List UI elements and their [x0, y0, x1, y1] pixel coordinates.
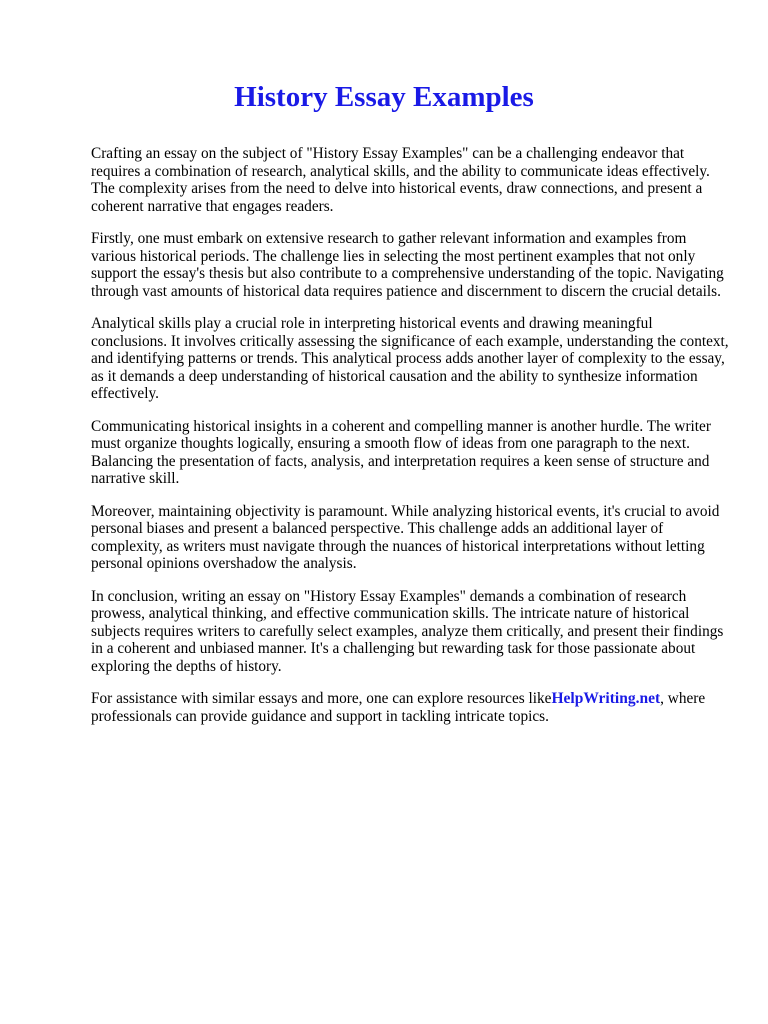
closing-text-after: , where professionals can provide guidance and support in tackling intricate topics. — [91, 690, 706, 725]
paragraph-closing — [91, 690, 731, 725]
paragraph-communication: Communicating historical insights in a coherent and compelling manner is another hurdle. The writer must organize thoughts logically, ensuring a smooth flow of ideas from one paragraph to the next. Balancing the presentation of facts, analysis, and interpretation requires a keen sense of structure and narrative skill. — [91, 417, 711, 487]
closing-text-before: For assistance with similar essays and more, one can explore resources like — [91, 690, 552, 707]
page-title: History Essay Examples — [234, 81, 534, 113]
paragraph-conclusion: In conclusion, writing an essay on "History Essay Examples" demands a combination of research prowess, analytical thinking, and effective communication skills. The intricate nature of historical subjects requires writers to carefully select examples, analyze them critically, and present their findings in a coherent and unbiased manner. It's a challenging but rewarding task for those passionate about exploring the depths of history. — [91, 587, 724, 675]
helpwriting-link[interactable]: HelpWriting.net — [551, 690, 661, 707]
paragraph-analysis: Analytical skills play a crucial role in interpreting historical events and drawing meaningful conclusions. It involves critically assessing the significance of each example, understanding the context, and identifying patterns or trends. This analytical process adds another layer of complexity to the essay, as it demands a deep understanding of historical causation and the ability to synthesize information effectively. — [91, 315, 729, 402]
paragraph-research: Firstly, one must embark on extensive research to gather relevant information and examples from various historical periods. The challenge lies in selecting the most pertinent examples that not only support the essay's thesis but also contribute to a comprehensive understanding of the topic. Navigating through vast amounts of historical data requires patience and discernment to discern the crucial details. — [91, 230, 724, 300]
paragraph-intro: Crafting an essay on the subject of "History Essay Examples" can be a challenging endeavor that requires a combination of research, analytical skills, and the ability to communicate ideas effectively. The complexity arises from the need to delve into historical events, draw connections, and present a coherent narrative that engages readers. — [91, 145, 710, 215]
essay-body — [91, 145, 731, 740]
paragraph-objectivity: Moreover, maintaining objectivity is paramount. While analyzing historical events, it's crucial to avoid personal biases and present a balanced perspective. This challenge adds an additional layer of complexity, as writers must navigate through the nuances of historical interpretations without letting personal opinions overshadow the analysis. — [91, 502, 720, 572]
